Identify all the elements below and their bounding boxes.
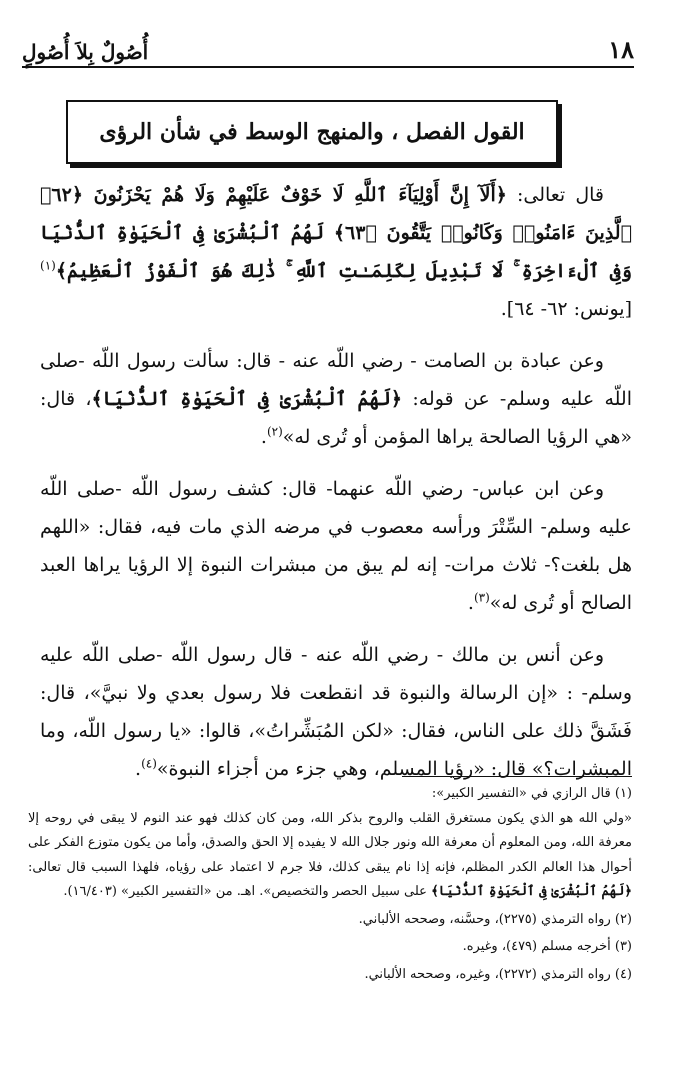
footnote-1-body	[28, 807, 632, 905]
footnote-ref-2[interactable]: (٢)	[266, 424, 283, 439]
hadith-text: وعن عبادة بن الصامت - رضي اللّه عنه - قال: سألت رسول اللّه -صلى اللّه عليه وسلم- عن قوله:	[40, 350, 632, 410]
hadith-text: وعن أنس بن مالك - رضي اللّه عنه - قال رسول اللّه -صلى اللّه عليه وسلم- : «إن الرسالة والنبوة قد انقطعت فلا رسول بعدي ولا نبيَّ»، قال: فَشَقَّ ذلك على الناس، فقال: «لكن المُبَشِّراتُ»، قالوا: «يا رسول اللّه، وما المبشرات؟» قال: «رؤيا المسلم، وهي جزء من أجزاء النبوة»	[40, 644, 632, 780]
footnote-ref-4[interactable]: (٤)	[141, 756, 157, 771]
footnote-ref-3[interactable]: (٣)	[473, 590, 490, 605]
footnotes	[28, 782, 632, 987]
paragraph-hadith-ubada	[40, 342, 632, 456]
footnote-divider	[402, 776, 632, 777]
page-header	[22, 28, 634, 64]
footnote-text: «ولي الله هو الذي يكون مستغرق القلب والروح بذكر الله، ومن كان كذلك فهو عند النوم لا يبقى في روحه إلا معرفة الله، ومن المعلوم أن معرفة الله ونور جلال الله لا يفيده إلا الحق والصدق، وأما من يكون متوزع الفكر على أحوال هذا العالم الكدر المظلم، فإنه إذا نام يبقى كذلك، فلا جرم لا اعتماد على رؤياه، فلهذا السبب قال تعالى:	[28, 810, 632, 875]
footnote-2: (٢) رواه الترمذي (٢٢٧٥)، وحسَّنه، وصححه الألباني.	[358, 911, 632, 927]
quran-quote: ﴿لَهُمُ ٱلْبُشْرَىٰ فِى ٱلْحَيَوٰةِ ٱلدُّنْيَا﴾	[91, 388, 403, 410]
hadith-text: ، قال: «هي الرؤيا الصالحة يراها المؤمن أو تُرى له»	[40, 388, 632, 448]
hadith-text: وعن ابن عباس- رضي اللّه عنهما- قال: كشف رسول اللّه -صلى اللّه عليه وسلم- السِّتْرَ ورأسه معصوب في مرضه الذي مات فيه، فقال: «اللهم هل بلغت؟- ثلاث مرات- إنه لم يبق من مبشرات النبوة إلا الرؤيا يراها العبد الصالح أو تُرى له»	[40, 478, 632, 614]
paragraph-hadith-ibn-abbas	[40, 470, 632, 622]
footnote-1-heading: (١) قال الرازي في «التفسير الكبير»:	[431, 786, 632, 801]
footnote-quran-quote: ﴿لَهُمُ ٱلْبُشْرَىٰ فِى ٱلْحَيَوٰةِ ٱلدُّنْيَا﴾	[431, 884, 632, 899]
page-number: ١٨	[608, 35, 634, 64]
punctuation: .	[135, 758, 142, 780]
footnote-ref-1[interactable]: (١)	[40, 258, 56, 273]
paragraph-hadith-anas	[40, 636, 632, 788]
chapter-title-box	[66, 100, 558, 164]
running-title: أُصُولٌ بِلاَ أُصُولٍ	[22, 40, 149, 64]
footnote-3: (٣) أخرجه مسلم (٤٧٩)، وغيره.	[462, 939, 632, 954]
quran-verse: ﴿أَلَآ إِنَّ أَوْلِيَآءَ ٱللَّهِ لَا خَوْفٌ عَلَيْهِمْ وَلَا هُمْ يَحْزَنُونَ ﴿٦٢﴾ ٱلَّذِينَ ءَامَنُوا۟ وَكَانُوا۟ يَتَّقُونَ ﴿٦٣﴾ لَهُمُ ٱلْبُشْرَىٰ فِى ٱلْحَيَوٰةِ ٱلدُّنْيَا وَفِى ٱلْءَاخِرَةِ ۚ لَا تَبْدِيلَ لِكَلِمَـٰتِ ٱللَّهِ ۚ ذَٰلِكَ هُوَ ٱلْفَوْزُ ٱلْعَظِيمُ﴾	[40, 184, 632, 282]
main-text	[40, 176, 632, 802]
verse-reference: [يونس: ٦٢- ٦٤].	[500, 298, 632, 320]
paragraph-quran-verse	[40, 176, 632, 328]
header-divider	[22, 66, 634, 68]
punctuation: .	[260, 426, 267, 448]
footnote-text: على سبيل الحصر والتخصيص». اهـ. من «التفسير الكبير» (١٦/٤٠٣).	[63, 884, 432, 899]
footnote-4: (٤) رواه الترمذي (٢٢٧٢)، وغيره، وصححه الألباني.	[364, 966, 632, 982]
chapter-title: القول الفصل ، والمنهج الوسط في شأن الرؤى	[99, 119, 525, 145]
verse-intro: قال تعالى:	[506, 184, 604, 206]
punctuation: .	[467, 592, 474, 614]
